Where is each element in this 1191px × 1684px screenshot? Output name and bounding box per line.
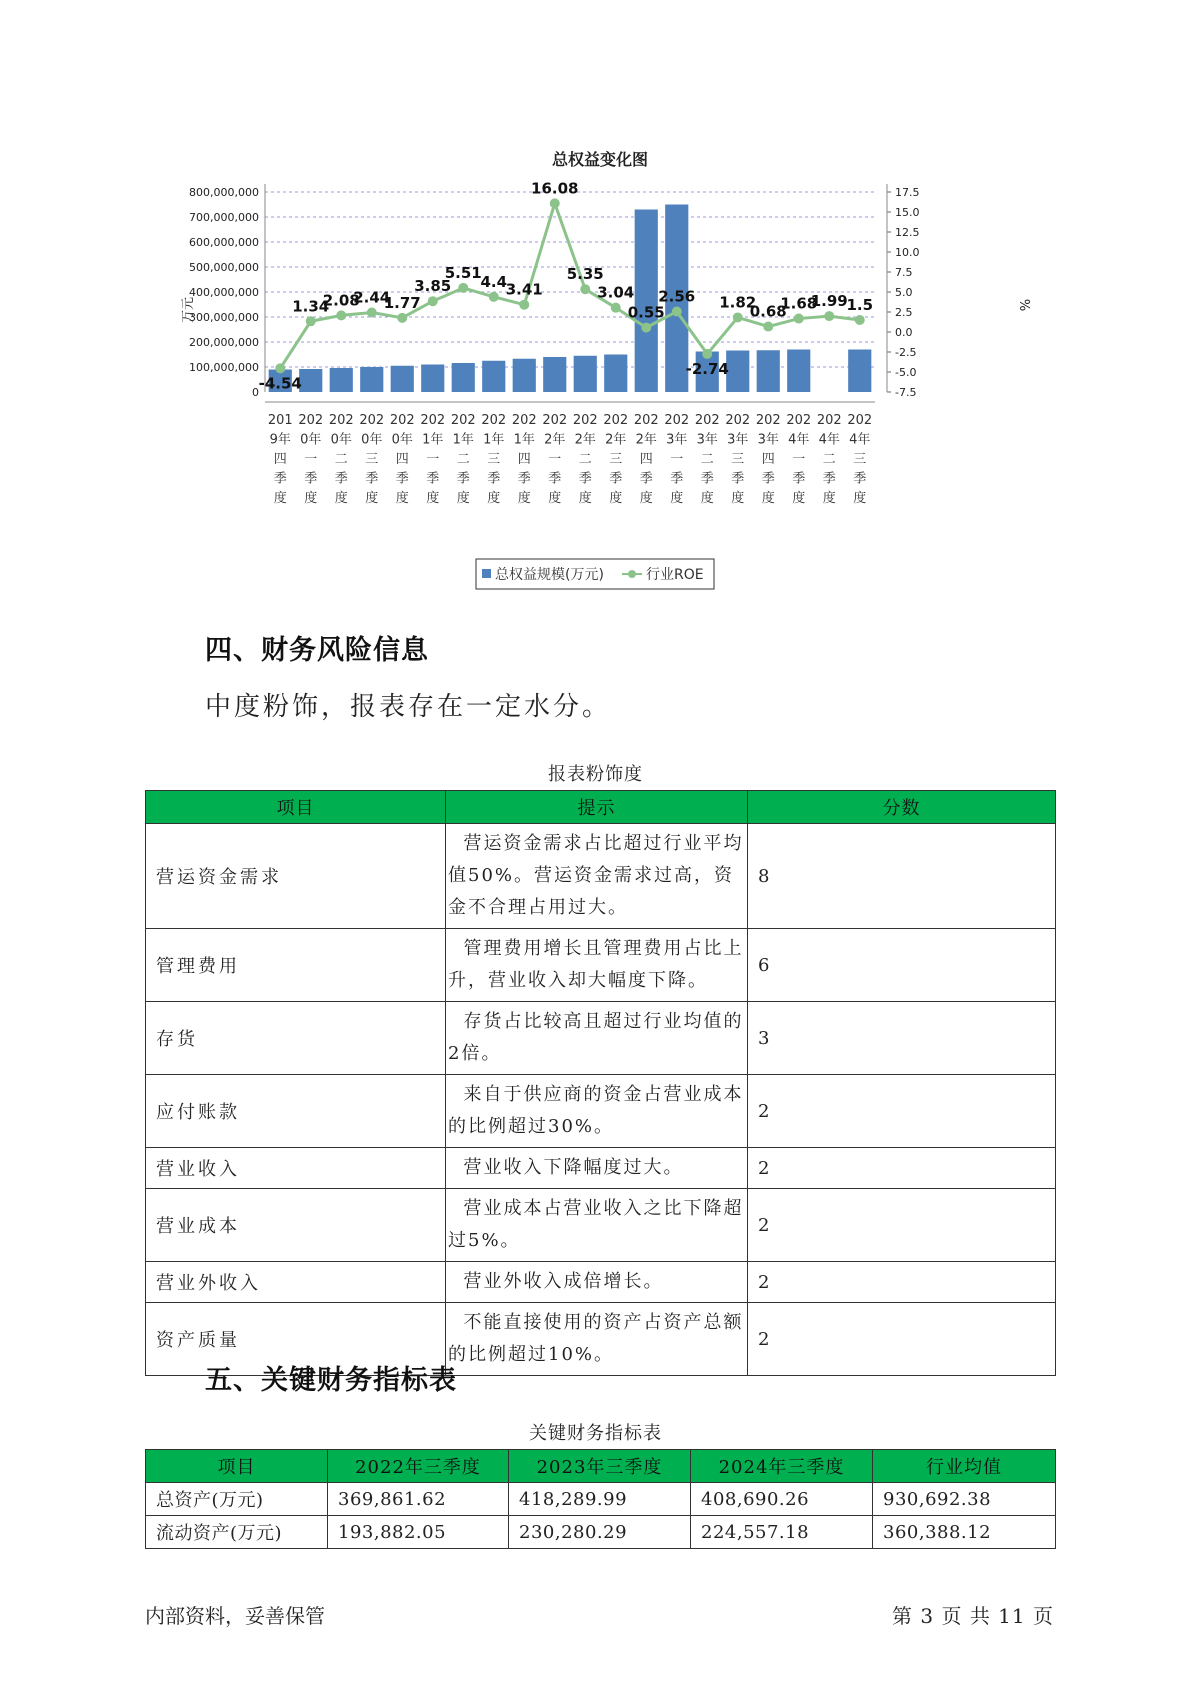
chart-legend [476, 559, 714, 589]
risk-tip-cell: 营业成本占营业收入之比下降超过5%。 [446, 1189, 748, 1262]
x-tick-label: 度 [792, 491, 806, 506]
x-tick-label: 三 [853, 452, 867, 467]
kpi-value-cell: 230,280.29 [509, 1516, 691, 1549]
roe-data-label: 4.4 [480, 272, 508, 291]
y-tick-label: 100,000,000 [189, 361, 259, 374]
risk-table [145, 790, 1056, 1376]
kpi-value-cell: 193,882.05 [328, 1516, 509, 1549]
kpi-value-cell: 369,861.62 [328, 1483, 509, 1516]
x-tick-label: 202 [389, 413, 415, 428]
kpi-col-industry-avg: 行业均值 [873, 1450, 1056, 1483]
roe-data-label: -2.74 [685, 359, 729, 378]
risk-table-row [146, 1262, 1056, 1303]
legend-line-marker [628, 570, 636, 578]
x-tick-label: 0年 [391, 432, 413, 448]
x-tick-label: 度 [304, 491, 318, 506]
x-tick-label: 202 [725, 413, 751, 428]
x-tick-label: 3年 [696, 432, 718, 448]
x-tick-label: 四 [273, 452, 287, 467]
roe-point [824, 311, 834, 321]
x-tick-label: 度 [761, 491, 775, 506]
risk-tip-cell: 存货占比较高且超过行业均值的2倍。 [446, 1002, 748, 1075]
roe-point [489, 292, 499, 302]
x-tick-label: 一 [670, 452, 684, 467]
risk-table-header-row [146, 791, 1056, 824]
x-tick-label: 季 [792, 471, 806, 487]
roe-point [519, 300, 529, 310]
x-tick-label: 季 [273, 471, 287, 487]
kpi-value-cell: 418,289.99 [509, 1483, 691, 1516]
risk-score-cell: 2 [748, 1148, 1056, 1189]
x-tick-label: 202 [542, 413, 568, 428]
x-tick-label: 季 [304, 471, 318, 487]
x-tick-label: 201 [267, 413, 293, 428]
x-tick-label: 季 [426, 471, 440, 487]
x-tick-label: 度 [456, 491, 470, 506]
x-tick-label: 0年 [361, 432, 383, 448]
x-tick-label: 度 [822, 491, 836, 506]
x-tick-label: 二 [822, 452, 836, 467]
roe-point [275, 363, 285, 373]
x-tick-label: 202 [603, 413, 629, 428]
roe-data-label: 1.5 [846, 296, 874, 314]
chart-bar [482, 361, 505, 392]
roe-data-label: 5.51 [444, 263, 482, 282]
x-tick-label: 4年 [818, 432, 840, 448]
x-tick-label: 202 [328, 413, 354, 428]
x-tick-label: 202 [359, 413, 385, 428]
chart-bar [360, 367, 383, 392]
y2-tick-label: -5.0 [895, 366, 917, 379]
kpi-value-cell: 930,692.38 [873, 1483, 1056, 1516]
x-tick-label: 三 [609, 452, 623, 467]
chart-bar [757, 350, 780, 392]
x-tick-label: 度 [426, 491, 440, 506]
risk-summary: 中度粉饰，报表存在一定水分。 [205, 692, 612, 722]
y2-tick-label: 17.5 [895, 186, 920, 199]
y-tick-label: 800,000,000 [189, 186, 259, 199]
roe-point [763, 322, 773, 332]
roe-point [855, 315, 865, 325]
x-tick-label: 3年 [757, 432, 779, 448]
risk-item-cell: 营业外收入 [146, 1262, 446, 1303]
roe-line [280, 203, 860, 368]
roe-data-label: 1.82 [719, 293, 757, 312]
roe-data-label: 3.41 [505, 280, 543, 299]
section-heading-financial-risk: 四、财务风险信息 [205, 635, 429, 666]
x-tick-label: 季 [517, 471, 531, 487]
kpi-table-caption: 关键财务指标表 [529, 1423, 662, 1444]
y2-tick-label: -2.5 [895, 346, 917, 359]
risk-tip-cell: 营运资金需求占比超过行业平均值50%。营运资金需求过高，资金不合理占用过大。 [446, 824, 748, 929]
kpi-table-row [146, 1516, 1056, 1549]
x-tick-label: 202 [664, 413, 690, 428]
x-tick-label: 四 [761, 452, 775, 467]
roe-point [641, 323, 651, 333]
x-tick-label: 季 [578, 471, 592, 487]
risk-score-cell: 2 [748, 1189, 1056, 1262]
x-tick-label: 202 [847, 413, 873, 428]
x-tick-label: 202 [694, 413, 720, 428]
risk-table-row [146, 929, 1056, 1002]
x-tick-label: 季 [731, 471, 745, 487]
x-tick-label: 度 [853, 491, 867, 506]
x-tick-label: 2年 [635, 432, 657, 448]
roe-data-label: 1.68 [780, 294, 818, 313]
x-tick-label: 度 [670, 491, 684, 506]
chart-bar [726, 351, 749, 393]
x-tick-label: 四 [517, 452, 531, 467]
x-tick-label: 度 [578, 491, 592, 506]
y-tick-label: 0 [252, 386, 259, 399]
x-tick-label: 202 [816, 413, 842, 428]
chart-bar [391, 366, 414, 392]
x-tick-label: 1年 [422, 432, 444, 448]
x-tick-label: 度 [639, 491, 653, 506]
legend-line-label: 行业ROE [646, 567, 704, 583]
chart-axes [189, 184, 919, 506]
kpi-col-item: 项目 [146, 1450, 328, 1483]
section-heading-key-indicators: 五、关键财务指标表 [205, 1365, 457, 1396]
x-tick-label: 二 [578, 452, 592, 467]
roe-data-label: 2.44 [353, 288, 391, 307]
risk-col-tip: 提示 [446, 791, 748, 824]
legend-bar-swatch [482, 569, 491, 578]
roe-point [702, 349, 712, 359]
roe-data-label: 16.08 [531, 179, 579, 198]
kpi-item-cell: 总资产(万元) [146, 1483, 328, 1516]
x-tick-label: 2年 [574, 432, 596, 448]
kpi-value-cell: 360,388.12 [873, 1516, 1056, 1549]
risk-table-row [146, 1189, 1056, 1262]
roe-point [580, 284, 590, 294]
roe-point [611, 303, 621, 313]
x-tick-label: 202 [298, 413, 324, 428]
roe-data-label: 0.68 [749, 302, 787, 321]
x-tick-label: 一 [426, 452, 440, 467]
risk-score-cell: 3 [748, 1002, 1056, 1075]
x-tick-label: 三 [487, 452, 501, 467]
y2-tick-label: 5.0 [895, 286, 913, 299]
y2-tick-label: 15.0 [895, 206, 920, 219]
x-tick-label: 二 [456, 452, 470, 467]
roe-data-label: 1.77 [383, 293, 421, 312]
x-tick-label: 4年 [849, 432, 871, 448]
kpi-item-cell: 流动资产(万元) [146, 1516, 328, 1549]
roe-point [794, 314, 804, 324]
x-tick-label: 二 [700, 452, 714, 467]
x-tick-label: 202 [511, 413, 537, 428]
y-tick-label: 400,000,000 [189, 286, 259, 299]
kpi-col-2022q3: 2022年三季度 [328, 1450, 509, 1483]
x-tick-label: 度 [609, 491, 623, 506]
risk-score-cell: 6 [748, 929, 1056, 1002]
y-tick-label: 200,000,000 [189, 336, 259, 349]
x-tick-label: 4年 [788, 432, 810, 448]
kpi-col-2024q3: 2024年三季度 [691, 1450, 873, 1483]
y2-tick-label: 12.5 [895, 226, 920, 239]
roe-point [458, 283, 468, 293]
roe-point [733, 312, 743, 322]
risk-col-item: 项目 [146, 791, 446, 824]
risk-score-cell: 8 [748, 824, 1056, 929]
kpi-value-cell: 408,690.26 [691, 1483, 873, 1516]
risk-table-caption: 报表粉饰度 [548, 764, 643, 785]
roe-data-label: 5.35 [566, 265, 604, 284]
x-tick-label: 202 [755, 413, 781, 428]
x-tick-label: 2年 [544, 432, 566, 448]
risk-table-row [146, 824, 1056, 929]
roe-data-label: 3.04 [597, 283, 635, 302]
x-tick-label: 季 [395, 471, 409, 487]
x-tick-label: 1年 [483, 432, 505, 448]
y2-axis-label: % [1016, 298, 1031, 312]
x-tick-label: 一 [548, 452, 562, 467]
x-tick-label: 度 [395, 491, 409, 506]
x-tick-label: 3年 [666, 432, 688, 448]
roe-point [367, 307, 377, 317]
kpi-table [145, 1449, 1056, 1549]
chart-bar [787, 350, 810, 393]
x-tick-label: 度 [517, 491, 531, 506]
equity-chart-svg [170, 140, 1040, 600]
risk-item-cell: 营运资金需求 [146, 824, 446, 929]
x-tick-label: 度 [365, 491, 379, 506]
x-tick-label: 季 [548, 471, 562, 487]
x-tick-label: 一 [792, 452, 806, 467]
x-tick-label: 度 [731, 491, 745, 506]
risk-table-row [146, 1148, 1056, 1189]
x-tick-label: 季 [365, 471, 379, 487]
roe-data-label: 1.34 [292, 297, 330, 316]
chart-bar [421, 365, 444, 393]
x-tick-label: 202 [481, 413, 507, 428]
x-tick-label: 202 [420, 413, 446, 428]
roe-data-label: 2.08 [322, 291, 360, 310]
y2-tick-label: 7.5 [895, 266, 913, 279]
chart-bar [604, 355, 627, 393]
chart-bar [299, 369, 322, 392]
risk-tip-cell: 来自于供应商的资金占营业成本的比例超过30%。 [446, 1075, 748, 1148]
risk-tip-cell: 营业收入下降幅度过大。 [446, 1148, 748, 1189]
risk-col-score: 分数 [748, 791, 1056, 824]
x-tick-label: 二 [334, 452, 348, 467]
x-tick-label: 季 [334, 471, 348, 487]
chart-bar [635, 210, 658, 393]
y-axis-label: 万元 [181, 296, 196, 324]
x-tick-label: 202 [633, 413, 659, 428]
x-tick-label: 季 [853, 471, 867, 487]
chart-title: 总权益变化图 [551, 150, 649, 169]
x-tick-label: 季 [761, 471, 775, 487]
risk-tip-cell: 营业外收入成倍增长。 [446, 1262, 748, 1303]
x-tick-label: 1年 [513, 432, 535, 448]
risk-table-row [146, 1002, 1056, 1075]
x-tick-label: 四 [395, 452, 409, 467]
kpi-col-2023q3: 2023年三季度 [509, 1450, 691, 1483]
risk-tip-cell: 管理费用增长且管理费用占比上升，营业收入却大幅度下降。 [446, 929, 748, 1002]
x-tick-label: 季 [456, 471, 470, 487]
roe-point [550, 198, 560, 208]
chart-bar [848, 350, 871, 393]
x-tick-label: 202 [450, 413, 476, 428]
y-tick-label: 500,000,000 [189, 261, 259, 274]
risk-item-cell: 存货 [146, 1002, 446, 1075]
x-tick-label: 度 [273, 491, 287, 506]
footer-confidential-note: 内部资料，妥善保管 [145, 1604, 325, 1628]
roe-point [397, 313, 407, 323]
risk-score-cell: 2 [748, 1303, 1056, 1376]
x-tick-label: 度 [487, 491, 501, 506]
x-tick-label: 度 [548, 491, 562, 506]
x-tick-label: 度 [334, 491, 348, 506]
x-tick-label: 三 [365, 452, 379, 467]
chart-bar [330, 368, 353, 392]
risk-item-cell: 管理费用 [146, 929, 446, 1002]
x-tick-label: 季 [700, 471, 714, 487]
x-tick-label: 1年 [452, 432, 474, 448]
risk-table-row [146, 1075, 1056, 1148]
y2-tick-label: 2.5 [895, 306, 913, 319]
x-tick-label: 度 [700, 491, 714, 506]
x-tick-label: 四 [639, 452, 653, 467]
x-tick-label: 0年 [300, 432, 322, 448]
risk-item-cell: 营业收入 [146, 1148, 446, 1189]
legend-bar-label: 总权益规模(万元) [495, 567, 604, 583]
risk-tip-cell: 不能直接使用的资产占资产总额的比例超过10%。 [446, 1303, 748, 1376]
chart-bar [452, 363, 475, 392]
footer-page-number: 第 3 页 共 11 页 [892, 1604, 1054, 1628]
x-tick-label: 9年 [269, 432, 291, 448]
x-tick-label: 季 [670, 471, 684, 487]
x-tick-label: 季 [487, 471, 501, 487]
x-tick-label: 202 [572, 413, 598, 428]
x-tick-label: 三 [731, 452, 745, 467]
y2-tick-label: 0.0 [895, 326, 913, 339]
x-tick-label: 3年 [727, 432, 749, 448]
risk-item-cell: 应付账款 [146, 1075, 446, 1148]
risk-score-cell: 2 [748, 1075, 1056, 1148]
x-tick-label: 202 [786, 413, 812, 428]
chart-bar [543, 357, 566, 392]
y2-tick-label: 10.0 [895, 246, 920, 259]
x-tick-label: 季 [822, 471, 836, 487]
x-tick-label: 0年 [330, 432, 352, 448]
x-tick-label: 2年 [605, 432, 627, 448]
y-tick-label: 600,000,000 [189, 236, 259, 249]
kpi-table-row [146, 1483, 1056, 1516]
kpi-value-cell: 224,557.18 [691, 1516, 873, 1549]
x-tick-label: 一 [304, 452, 318, 467]
y-tick-label: 300,000,000 [189, 311, 259, 324]
risk-score-cell: 2 [748, 1262, 1056, 1303]
roe-point [428, 296, 438, 306]
roe-data-label: 0.55 [627, 303, 665, 322]
chart-bar [574, 356, 597, 392]
equity-chart [170, 140, 1040, 600]
risk-item-cell: 资产质量 [146, 1303, 446, 1376]
roe-point [336, 310, 346, 320]
y2-tick-label: -7.5 [895, 386, 917, 399]
kpi-table-header-row [146, 1450, 1056, 1483]
y-tick-label: 700,000,000 [189, 211, 259, 224]
roe-point [306, 316, 316, 326]
risk-item-cell: 营业成本 [146, 1189, 446, 1262]
roe-point [672, 307, 682, 317]
roe-data-label: -4.54 [258, 374, 302, 393]
chart-bar [513, 359, 536, 392]
x-tick-label: 季 [609, 471, 623, 487]
roe-data-label: 1.99 [810, 292, 848, 311]
x-tick-label: 季 [639, 471, 653, 487]
roe-data-label: 3.85 [414, 277, 452, 296]
roe-data-label: 2.56 [658, 287, 696, 306]
